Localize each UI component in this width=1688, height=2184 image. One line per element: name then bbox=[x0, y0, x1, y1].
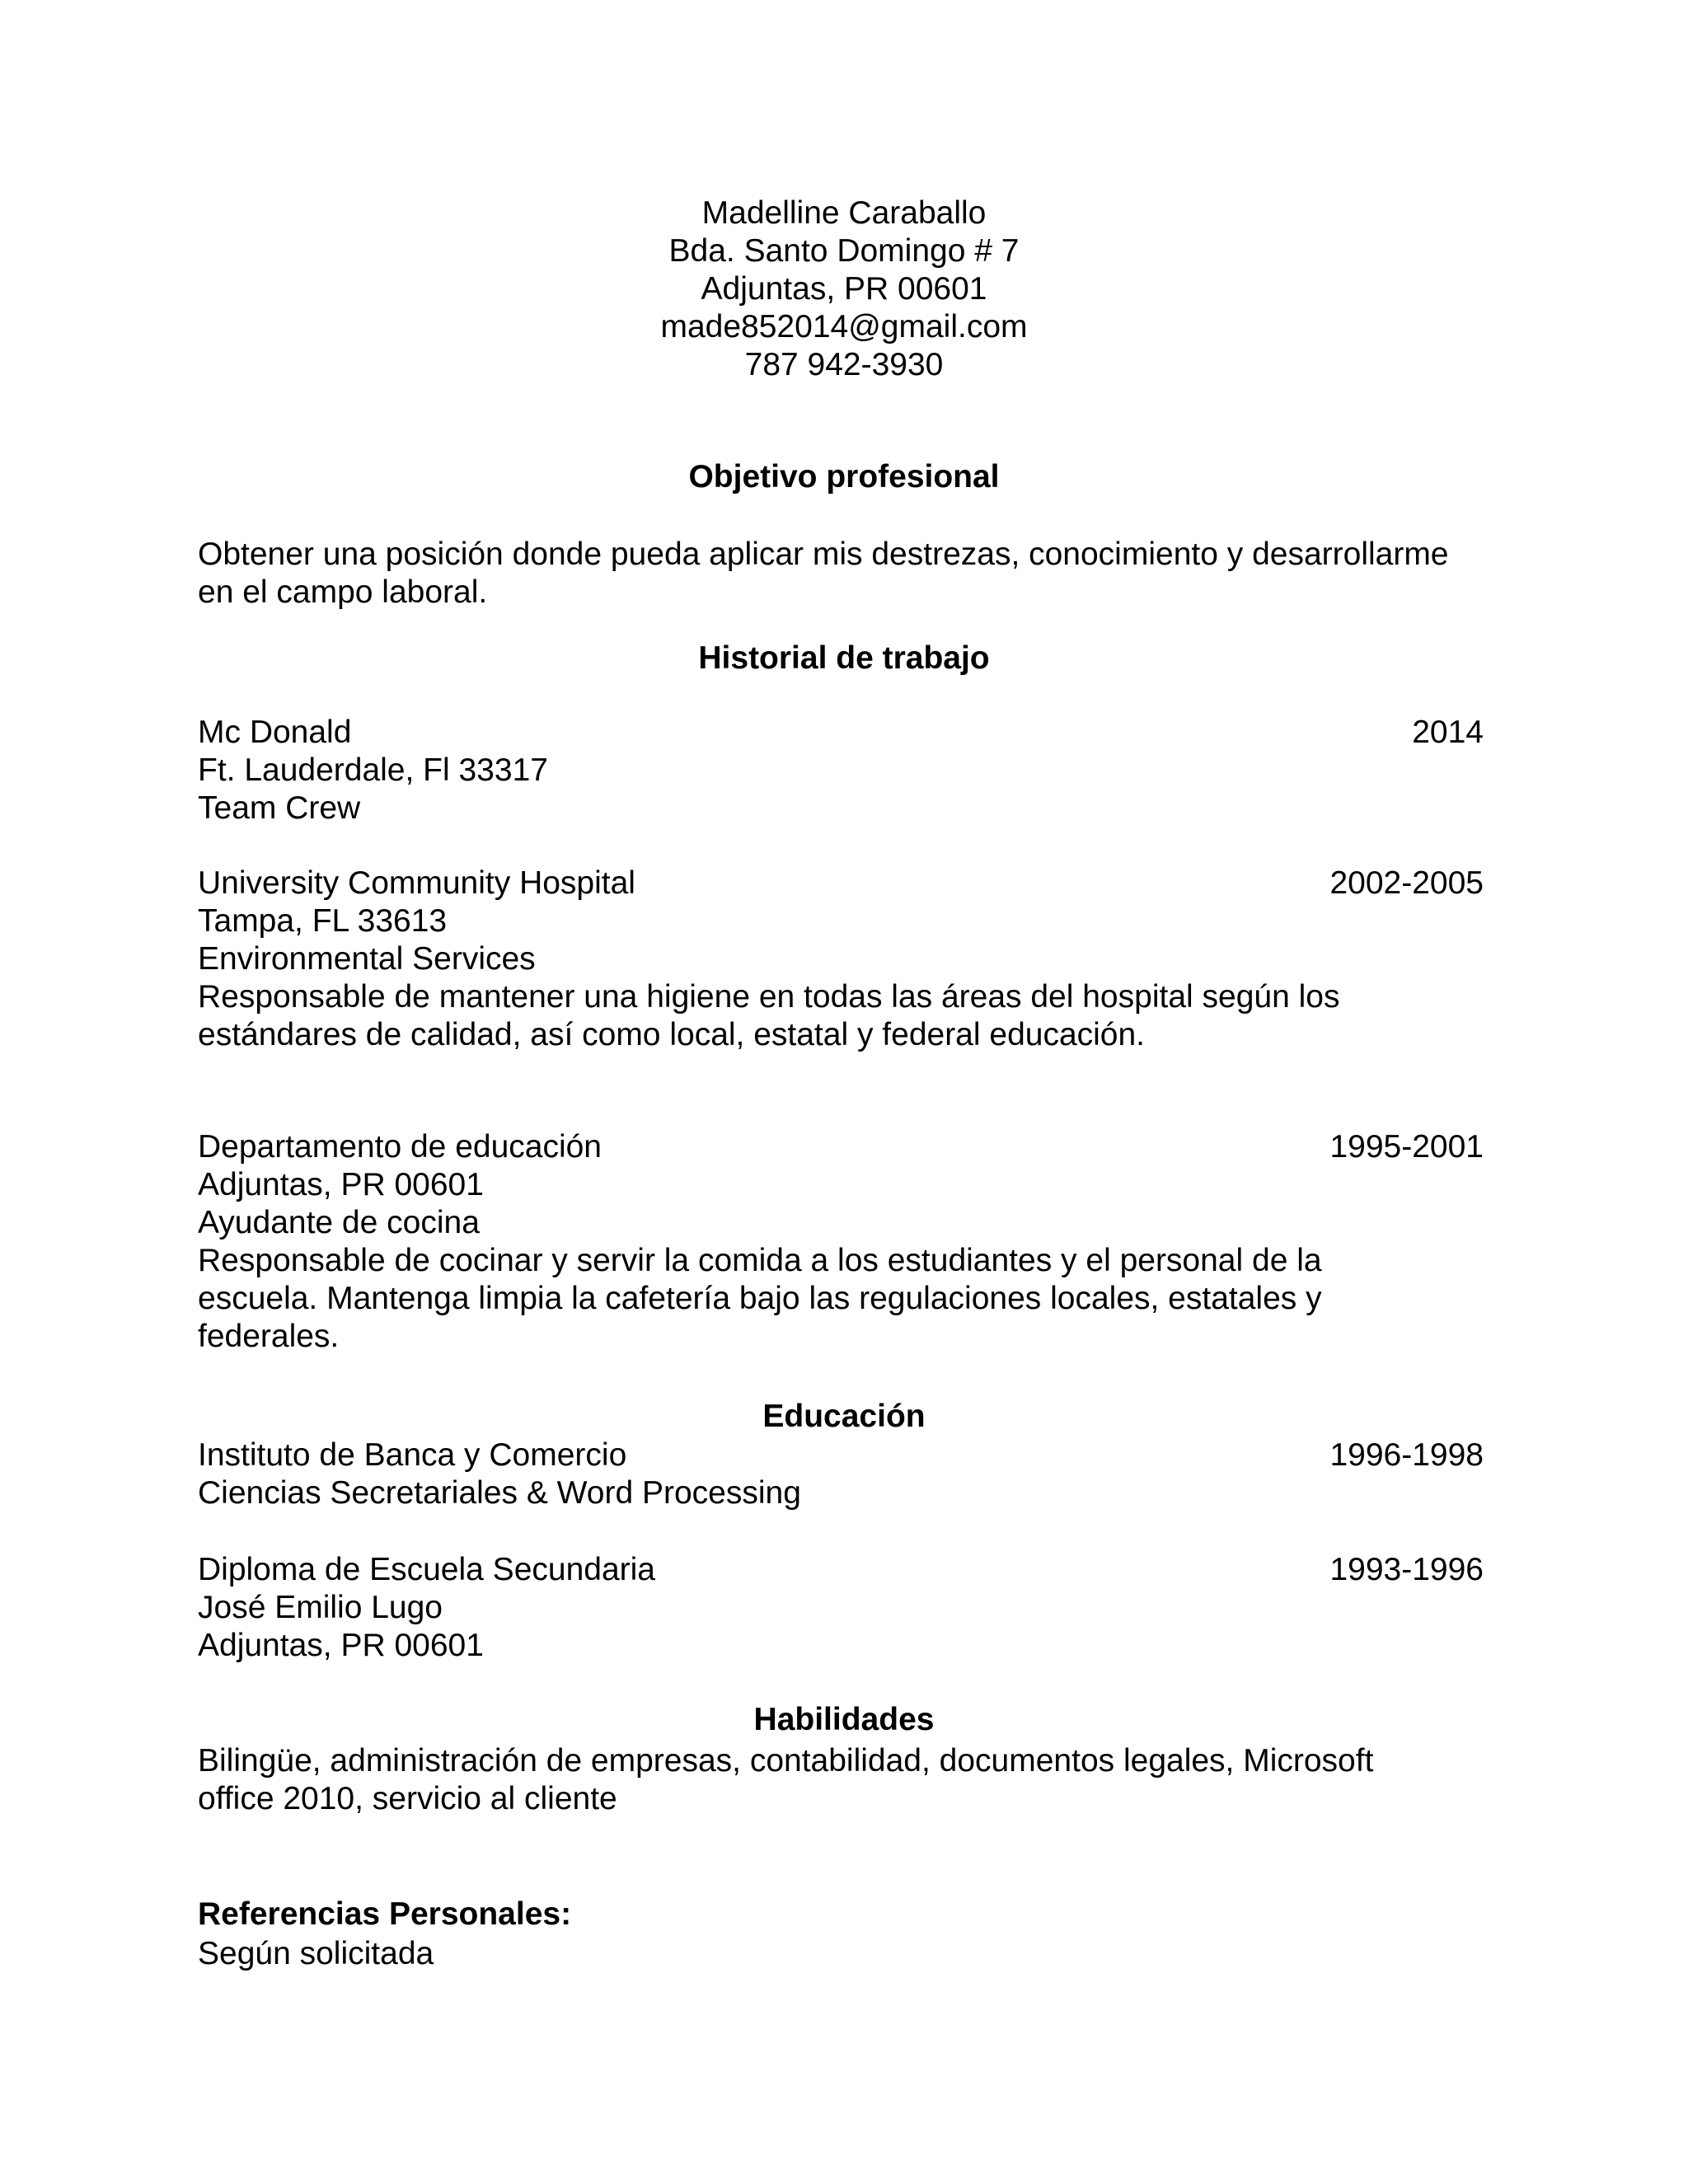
job-header-row bbox=[198, 1128, 1484, 1166]
objective-line: Obtener una posición donde pueda aplicar mis destrezas, conocimiento y desarrollarme bbox=[198, 537, 1449, 572]
address-line-1: Bda. Santo Domingo # 7 bbox=[668, 233, 1020, 269]
education-header-row bbox=[198, 1551, 1484, 1589]
skills-text bbox=[198, 1742, 1484, 1818]
education-years: 1996-1998 bbox=[1329, 1437, 1484, 1473]
education-entry bbox=[198, 1551, 1484, 1665]
education-detail: Adjuntas, PR 00601 bbox=[198, 1628, 484, 1663]
education-header-row bbox=[198, 1436, 1484, 1474]
job-location: Ft. Lauderdale, Fl 33317 bbox=[198, 752, 548, 788]
job-employer: Mc Donald bbox=[198, 715, 352, 750]
applicant-name: Madelline Caraballo bbox=[701, 195, 987, 231]
education-detail: Ciencias Secretariales & Word Processing bbox=[198, 1475, 801, 1511]
skills-line: office 2010, servicio al cliente bbox=[198, 1781, 617, 1816]
job-description-line: estándares de calidad, así como local, estatal y federal educación. bbox=[198, 1017, 1146, 1052]
job-header-row bbox=[198, 865, 1484, 902]
job-description-line: Responsable de cocinar y servir la comida a los estudiantes y el personal de la bbox=[198, 1243, 1322, 1278]
job-employer: University Community Hospital bbox=[198, 865, 635, 901]
education-entry bbox=[198, 1436, 1484, 1512]
job-description-line: Responsable de mantener una higiene en todas las áreas del hospital según los bbox=[198, 979, 1340, 1015]
job-entry bbox=[198, 1128, 1484, 1356]
job-position: Ayudante de cocina bbox=[198, 1205, 480, 1240]
job-employer: Departamento de educación bbox=[198, 1129, 602, 1165]
address-line-2: Adjuntas, PR 00601 bbox=[701, 271, 987, 307]
job-header-row bbox=[198, 714, 1484, 752]
work-history-heading: Historial de trabajo bbox=[698, 640, 990, 676]
objective-heading: Objetivo profesional bbox=[688, 459, 1000, 494]
education-institution: Instituto de Banca y Comercio bbox=[198, 1437, 627, 1473]
objective-text bbox=[198, 536, 1484, 612]
phone-number: 787 942-3930 bbox=[744, 347, 944, 382]
references-heading: Referencias Personales: bbox=[198, 1896, 572, 1932]
objective-line: en el campo laboral. bbox=[198, 574, 488, 610]
job-entry bbox=[198, 714, 1484, 827]
job-years: 1995-2001 bbox=[1329, 1129, 1484, 1165]
job-years: 2002-2005 bbox=[1329, 865, 1484, 901]
skills-line: Bilingüe, administración de empresas, contabilidad, documentos legales, Microsoft bbox=[198, 1743, 1374, 1779]
contact-header bbox=[0, 194, 1688, 384]
job-location: Tampa, FL 33613 bbox=[198, 903, 448, 939]
job-years: 2014 bbox=[1412, 715, 1484, 750]
job-position: Team Crew bbox=[198, 790, 361, 826]
job-description-line: federales. bbox=[198, 1319, 340, 1354]
email-address: made852014@gmail.com bbox=[660, 309, 1028, 344]
skills-heading: Habilidades bbox=[753, 1702, 935, 1737]
job-position: Environmental Services bbox=[198, 941, 536, 977]
job-entry bbox=[198, 865, 1484, 1054]
education-heading: Educación bbox=[762, 1399, 926, 1434]
references-text: Según solicitada bbox=[198, 1936, 434, 1971]
education-institution: Diploma de Escuela Secundaria bbox=[198, 1552, 655, 1587]
education-years: 1993-1996 bbox=[1329, 1552, 1484, 1587]
job-description-line: escuela. Mantenga limpia la cafetería bajo las regulaciones locales, estatales y bbox=[198, 1281, 1322, 1316]
job-location: Adjuntas, PR 00601 bbox=[198, 1167, 484, 1202]
education-detail: José Emilio Lugo bbox=[198, 1590, 443, 1625]
